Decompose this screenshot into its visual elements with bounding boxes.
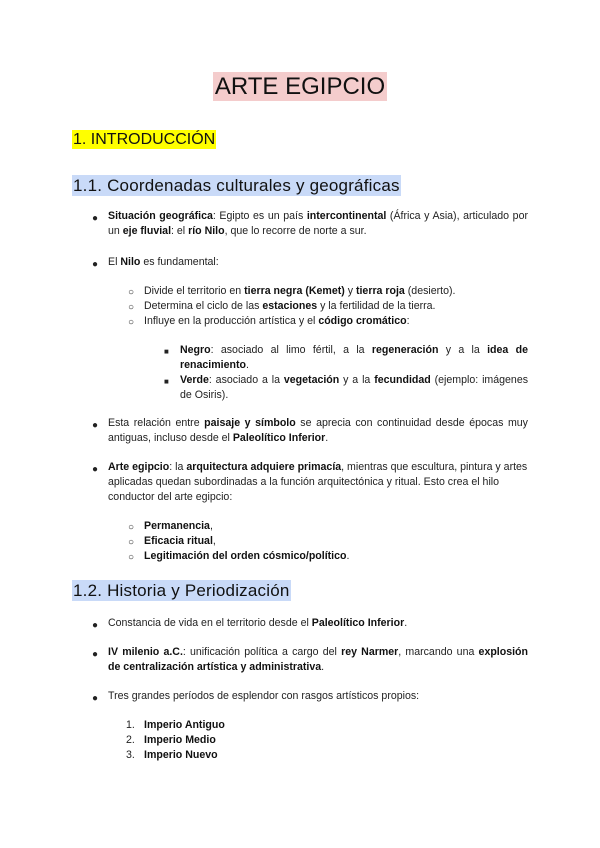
list-item-permanencia: Permanencia, xyxy=(144,520,213,532)
color-negro: Negro: asociado al limo fértil, a la regeneración y a la idea de renacimiento. xyxy=(180,344,528,371)
document-title: ARTE EGIPCIO xyxy=(214,73,386,100)
bullet-disc: ● xyxy=(92,693,99,704)
bullet-circle: ○ xyxy=(128,552,135,563)
intro-heading: 1. INTRODUCCIÓN xyxy=(73,131,216,148)
list-item-nilo-1: Divide el territorio en tierra negra (Kemet) y tierra roja (desierto). xyxy=(144,285,456,297)
list-item-nilo-2: Determina el ciclo de las estaciones y la fertilidad de la tierra. xyxy=(144,300,436,312)
bullet-disc: ● xyxy=(92,420,99,431)
paragraph-paisaje: Esta relación entre paisaje y símbolo se aprecia con continuidad desde épocas muy antiguas, incluso desde el Paleolítico Inferior. xyxy=(108,417,528,444)
list-item-legitimacion: Legitimación del orden cósmico/político. xyxy=(144,550,350,562)
bullet-disc: ● xyxy=(92,259,99,270)
paragraph-arte-egipcio: Arte egipcio: la arquitectura adquiere primacía, mientras que escultura, pintura y artes aplicadas quedan subordinadas a la función arquitectónica y ritual. Esto crea el hilo conductor del arte egipcio: xyxy=(108,461,528,503)
bullet-circle: ○ xyxy=(128,287,135,298)
bullet-circle: ○ xyxy=(128,522,135,533)
paragraph-periodos: Tres grandes períodos de esplendor con rasgos artísticos propios: xyxy=(108,690,420,702)
section-heading-1-1: 1.1. Coordenadas culturales y geográficas xyxy=(73,176,400,195)
bullet-disc: ● xyxy=(92,213,99,224)
bullet-disc: ● xyxy=(92,649,99,660)
list-number: 3. xyxy=(126,749,135,761)
bullet-disc: ● xyxy=(92,620,99,631)
paragraph-situacion: Situación geográfica: Egipto es un país intercontinental (África y Asia), articulado por un eje fluvial: el río Nilo, que lo recorre de norte a sur. xyxy=(108,210,528,237)
paragraph-nilo: El Nilo es fundamental: xyxy=(108,256,219,268)
period-imperio-medio: Imperio Medio xyxy=(144,734,216,746)
bullet-disc: ● xyxy=(92,464,99,475)
paragraph-milenio: IV milenio a.C.: unificación política a cargo del rey Narmer, marcando una explosión de centralización artística y administrativa. xyxy=(108,646,528,673)
color-verde: Verde: asociado a la vegetación y a la fecundidad (ejemplo: imágenes de Osiris). xyxy=(180,374,529,401)
list-item-eficacia: Eficacia ritual, xyxy=(144,535,216,547)
section-heading-1-2: 1.2. Historia y Periodización xyxy=(73,581,290,600)
bullet-circle: ○ xyxy=(128,317,135,328)
bullet-circle: ○ xyxy=(128,537,135,548)
list-item-nilo-3: Influye en la producción artística y el código cromático: xyxy=(144,315,410,327)
bullet-square: ■ xyxy=(164,377,169,386)
period-imperio-antiguo: Imperio Antiguo xyxy=(144,719,225,731)
list-number: 2. xyxy=(126,734,135,746)
bullet-circle: ○ xyxy=(128,302,135,313)
paragraph-constancia: Constancia de vida en el territorio desde el Paleolítico Inferior. xyxy=(108,617,408,629)
list-number: 1. xyxy=(126,719,135,731)
bullet-square: ■ xyxy=(164,347,169,356)
period-imperio-nuevo: Imperio Nuevo xyxy=(144,749,218,761)
